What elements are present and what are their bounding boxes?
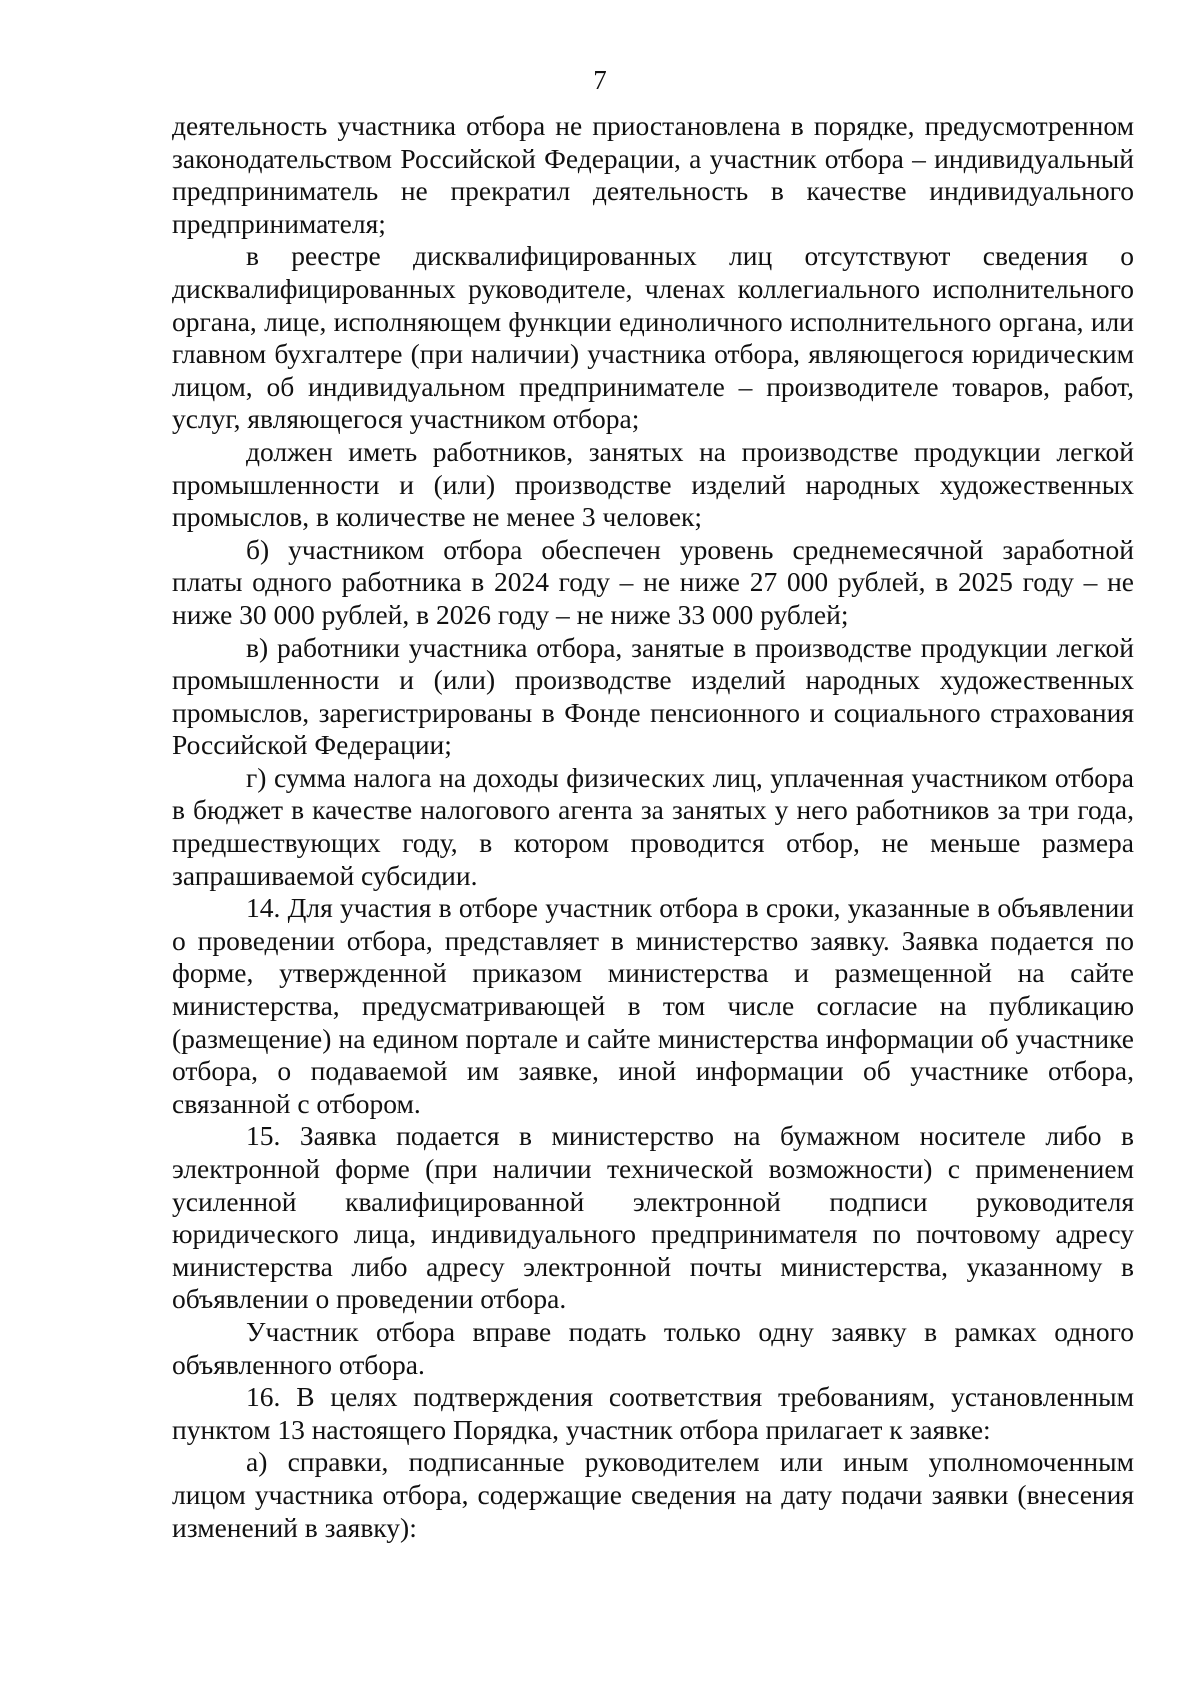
paragraph-item-g-income-tax: г) сумма налога на доходы физических лиц, уплаченная участником отбора в бюджет в качестве налогового агента за занятых у него работников за три года, предшествующих году, в котором проводится отбор, не меньше размера запрашиваемой субсидии. — [172, 761, 1134, 891]
paragraph-clause-16: 16. В целях подтверждения соответствия требованиям, установленным пунктом 13 настоящего Порядка, участник отбора прилагает к заявке: — [172, 1381, 1134, 1445]
document-body — [172, 110, 1134, 1544]
paragraph-clause-14: 14. Для участия в отборе участник отбора в сроки, указанные в объявлении о проведении отбора, представляет в министерство заявку. Заявка подается по форме, утвержденной приказом министерства и размещенной на сайте министерства, предусматривающей в том числе согласие на публикацию (размещение) на едином портале и сайте министерства информации об участнике отбора, о подаваемой им заявке, иной информации об участнике отбора, связанной с отбором. — [172, 892, 1134, 1119]
paragraph-disqualified-registry: в реестре дисквалифицированных лиц отсутствуют сведения о дисквалифицированных руководителе, членах коллегиального исполнительного органа, лице, исполняющем функции единоличного исполнительного органа, или главном бухгалтере (при наличии) участника отбора, являющегося юридическим лицом, об индивидуальном предпринимателе – производителе товаров, работ, услуг, являющегося участником отбора; — [172, 240, 1134, 435]
paragraph-continuation: деятельность участника отбора не приостановлена в порядке, предусмотренном законодательством Российской Федерации, а участник отбора – индивидуальный предприниматель не прекратил деятельность в качестве индивидуального предпринимателя; — [172, 110, 1134, 239]
paragraph-item-a-certificates: а) справки, подписанные руководителем или иным уполномоченным лицом участника отбора, содержащие сведения на дату подачи заявки (внесения изменений в заявку): — [172, 1446, 1134, 1543]
paragraph-clause-15: 15. Заявка подается в министерство на бумажном носителе либо в электронной форме (при наличии технической возможности) с применением усиленной квалифицированной электронной подписи руководителя юридического лица, индивидуального предпринимателя по почтовому адресу министерства либо адресу электронной почты министерства, указанному в объявлении о проведении отбора. — [172, 1120, 1134, 1315]
paragraph-employees-count: должен иметь работников, занятых на производстве продукции легкой промышленности и (или) производстве изделий народных художественных промыслов, в количестве не менее 3 человек; — [172, 435, 1134, 533]
paragraph-item-b-salary: б) участником отбора обеспечен уровень среднемесячной заработной платы одного работника в 2024 году – не ниже 27 000 рублей, в 2025 году – не ниже 30 000 рублей, в 2026 году – не ниже 33 000 рублей; — [172, 533, 1134, 630]
paragraph-item-v-registration: в) работники участника отбора, занятые в производстве продукции легкой промышленности и (или) производстве изделий народных художественных промыслов, зарегистрированы в Фонде пенсионного и социального страхования Российской Федерации; — [172, 631, 1134, 761]
paragraph-single-application: Участник отбора вправе подать только одну заявку в рамках одного объявленного отбора. — [172, 1315, 1134, 1380]
page-number: 7 — [593, 65, 607, 95]
